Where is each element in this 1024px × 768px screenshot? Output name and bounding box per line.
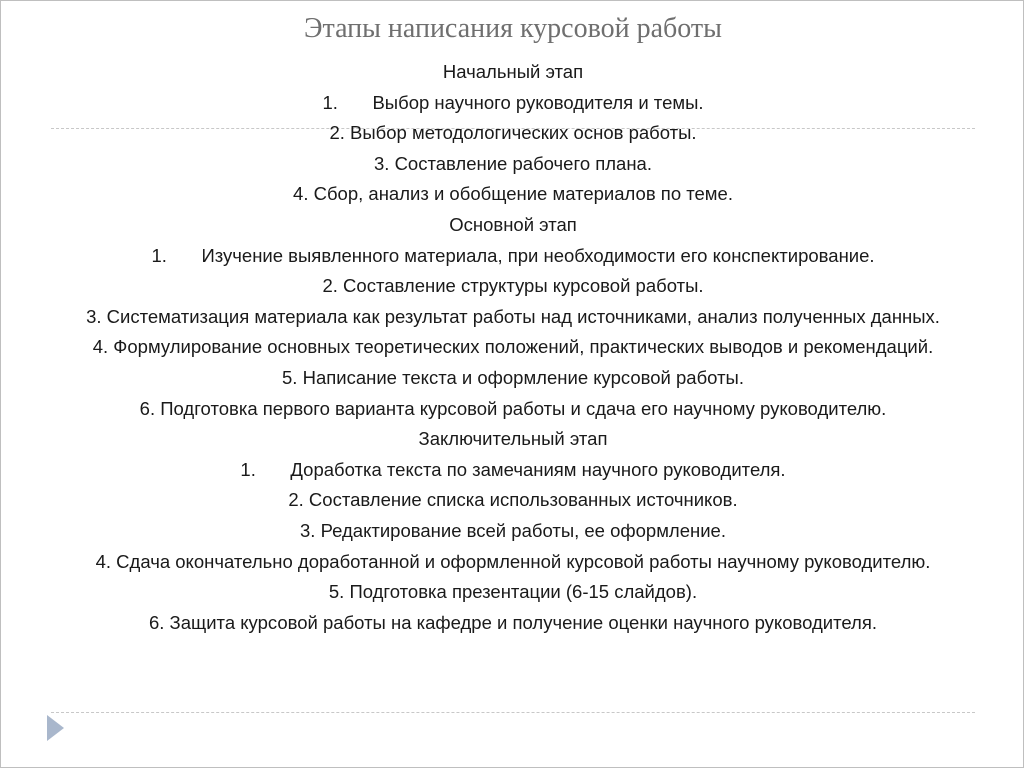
list-item: 6. Защита курсовой работы на кафедре и получение оценки научного руководителя. xyxy=(148,611,878,633)
list-item: 5. Написание текста и оформление курсовой работы. xyxy=(282,366,744,388)
list-item: 3. Редактирование всей работы, ее оформление. xyxy=(300,519,726,541)
list-item: 6. Подготовка первого варианта курсовой работы и сдача его научному руководителю. xyxy=(139,397,887,419)
dashed-divider-bottom xyxy=(51,712,975,713)
list-item: 5. Подготовка презентации (6-15 слайдов). xyxy=(328,581,698,603)
list-item-text: Изучение выявленного материала, при необходимости его конспектирование. xyxy=(201,244,875,266)
list-item-text: Выбор научного руководителя и темы. xyxy=(372,91,704,113)
section-heading-main: Основной этап xyxy=(449,213,577,235)
list-item-number: 1. xyxy=(151,244,167,266)
list-item xyxy=(41,88,985,119)
list-item: 3. Составление рабочего плана. xyxy=(374,152,652,174)
triangle-right-icon[interactable] xyxy=(47,715,64,741)
section-heading-initial: Начальный этап xyxy=(442,61,584,82)
list-item-number: 1. xyxy=(240,458,256,480)
list-item xyxy=(41,241,985,272)
list-item: 4. Формулирование основных теоретических положений, практических выводов и рекомендаций. xyxy=(92,336,934,358)
slide-title: Этапы написания курсовой работы xyxy=(304,13,722,44)
list-item: 4. Сбор, анализ и обобщение материалов по теме. xyxy=(293,183,733,205)
list-item: 4. Сдача окончательно доработанной и оформленной курсовой работы научному руководителю. xyxy=(95,550,931,572)
section-heading-final: Заключительный этап xyxy=(418,428,608,450)
list-item-number: 1. xyxy=(322,91,338,113)
list-item xyxy=(41,455,985,486)
slide-body xyxy=(41,57,985,638)
list-item-text: Доработка текста по замечаниям научного руководителя. xyxy=(290,458,786,480)
list-item: 3. Систематизация материала как результат работы над источниками, анализ полученных данных. xyxy=(86,305,940,327)
list-item: 2. Выбор методологических основ работы. xyxy=(329,122,697,144)
list-item: 2. Составление списка использованных источников. xyxy=(288,489,738,511)
list-item: 2. Составление структуры курсовой работы. xyxy=(322,275,704,297)
